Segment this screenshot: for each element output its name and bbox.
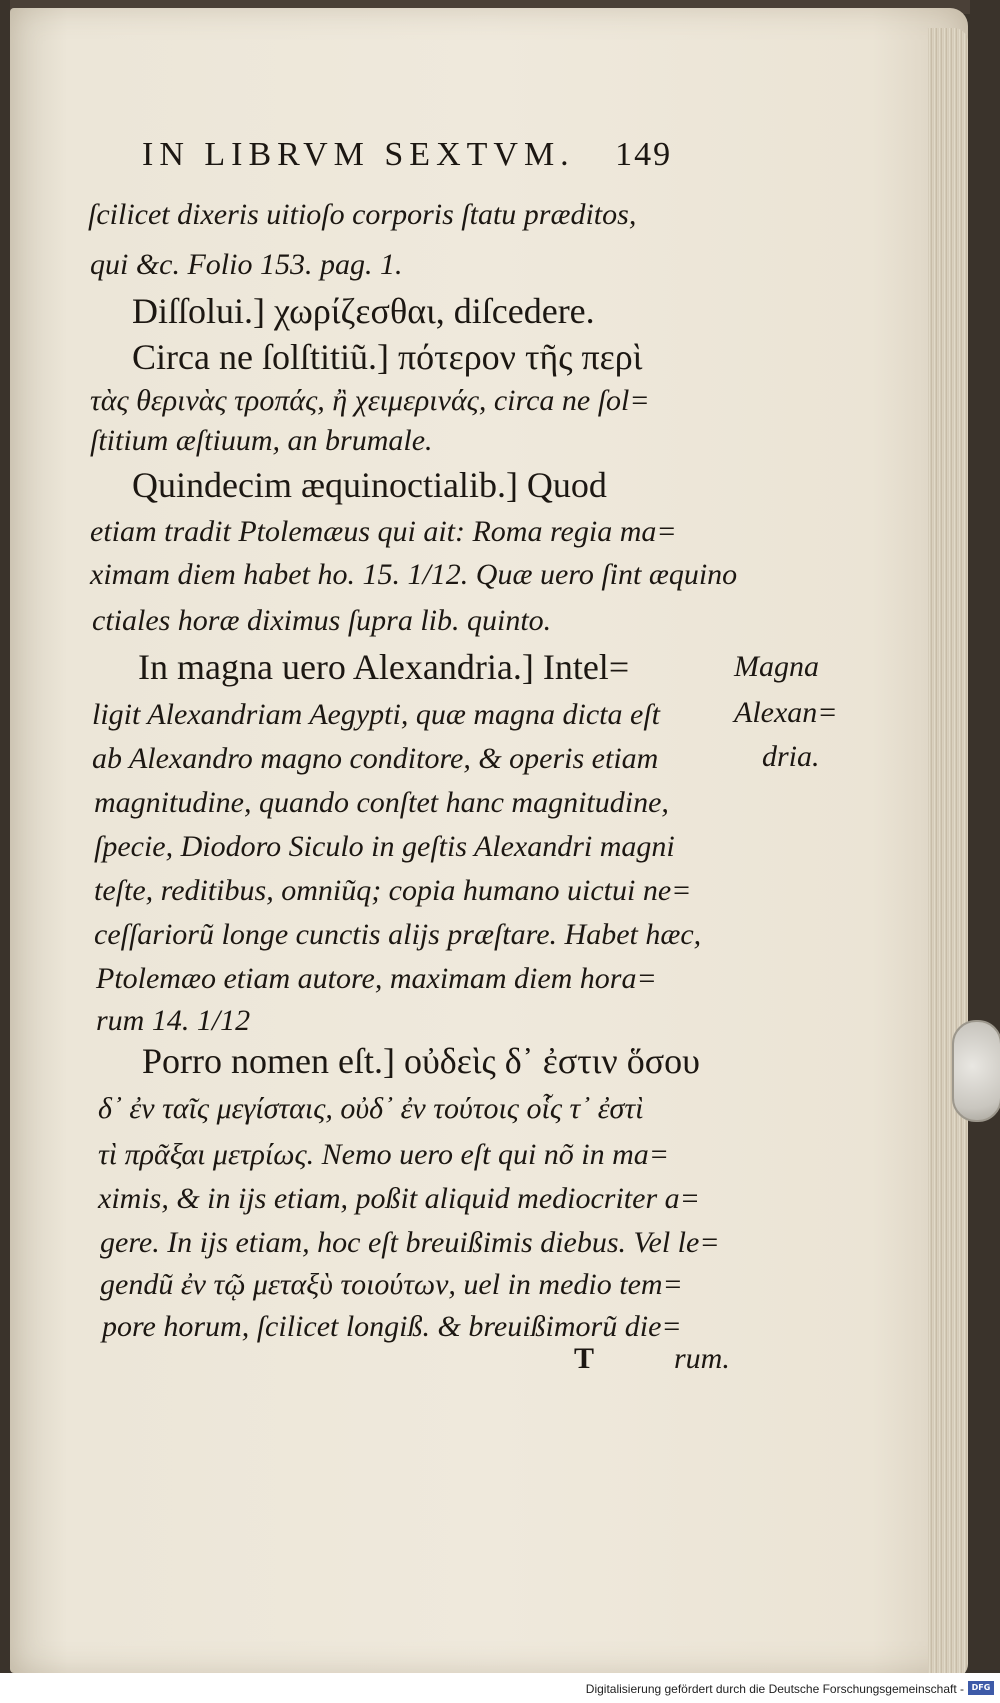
text-line: pore horum, ſcilicet longiß. & breuißimorũ die= xyxy=(102,1310,682,1343)
footer-credit: Digitalisierung gefördert durch die Deutsche Forschungsgemeinschaft - xyxy=(585,1682,964,1696)
lemma-line: Quindecim æquinoctialib.] Quod xyxy=(132,465,607,505)
running-title: IN LIBRVM SEXTVM. xyxy=(142,136,575,173)
text-line: gere. In ijs etiam, hoc eſt breuißimis diebus. Vel le= xyxy=(100,1226,720,1259)
lemma-line: Diſſolui.] χωρίζεσθαι, diſcedere. xyxy=(132,291,595,331)
marginal-note: Magna xyxy=(734,650,819,683)
text-line: ximam diem habet ho. 15. 1/12. Quæ uero ſint æquino xyxy=(90,558,738,591)
text-line: ſtitium æſtiuum, an brumale. xyxy=(90,424,433,457)
running-header xyxy=(142,136,672,174)
text-line: teſte, reditibus, omniũq; copia humano uictui ne= xyxy=(94,874,692,907)
text-line: qui &c. Folio 153. pag. 1. xyxy=(90,248,403,281)
lemma-line: Porro nomen eſt.] οὐδεὶς δ᾽ ἐστιν ὅσου xyxy=(142,1041,700,1081)
text-line: τὰς θερινὰς τροπάς, ἢ χειμερινάς, circa ne ſol= xyxy=(90,384,650,417)
text-line: ſcilicet dixeris uitioſo corporis ſtatu præditos, xyxy=(88,198,637,231)
text-line: ctiales horæ diximus ſupra lib. quinto. xyxy=(92,604,552,637)
text-line: ſpecie, Diodoro Siculo in geſtis Alexandri magni xyxy=(94,830,675,863)
text-line: etiam tradit Ptolemæus qui ait: Roma regia ma= xyxy=(90,515,677,548)
text-line: Ptolemæo etiam autore, maximam diem hora= xyxy=(96,962,657,995)
text-line: rum 14. 1/12 xyxy=(96,1004,251,1037)
marginal-note: Alexan= xyxy=(734,696,838,729)
text-line: δ᾽ ἐν ταῖς μεγίσταις, οὐδ᾽ ἐν τούτοις οἷς τ᾽ ἐστὶ xyxy=(98,1092,644,1125)
catchword: rum. xyxy=(674,1342,730,1375)
text-line: ligit Alexandriam Aegypti, quæ magna dicta eſt xyxy=(92,698,660,731)
page-number: 149 xyxy=(615,136,673,173)
marginal-note: dria. xyxy=(762,740,820,773)
digitization-footer xyxy=(0,1673,1000,1703)
lemma-line: Circa ne ſolſtitiũ.] πότερον τῆς περὶ xyxy=(132,337,643,377)
text-line: ximis, & in ijs etiam, poßit aliquid mediocriter a= xyxy=(98,1182,700,1215)
text-line: ab Alexandro magno conditore, & operis etiam xyxy=(92,742,659,775)
text-line: ceſſariorũ longe cunctis alijs præſtare. Habet hæc, xyxy=(94,918,702,951)
text-line: gendũ ἐν τῷ μεταξὺ τοιούτων, uel in medio tem= xyxy=(100,1268,683,1301)
lemma-line: In magna uero Alexandria.] Intel= xyxy=(138,647,630,687)
bookmark-tab xyxy=(952,1020,1000,1122)
page-edges xyxy=(928,28,968,1678)
signature-mark: T xyxy=(574,1342,595,1375)
text-line: τὶ πρᾶξαι μετρίως. Nemo uero eſt qui nõ in ma= xyxy=(98,1138,670,1171)
dfg-logo: DFG xyxy=(968,1681,994,1695)
text-line: magnitudine, quando conſtet hanc magnitudine, xyxy=(94,786,669,819)
